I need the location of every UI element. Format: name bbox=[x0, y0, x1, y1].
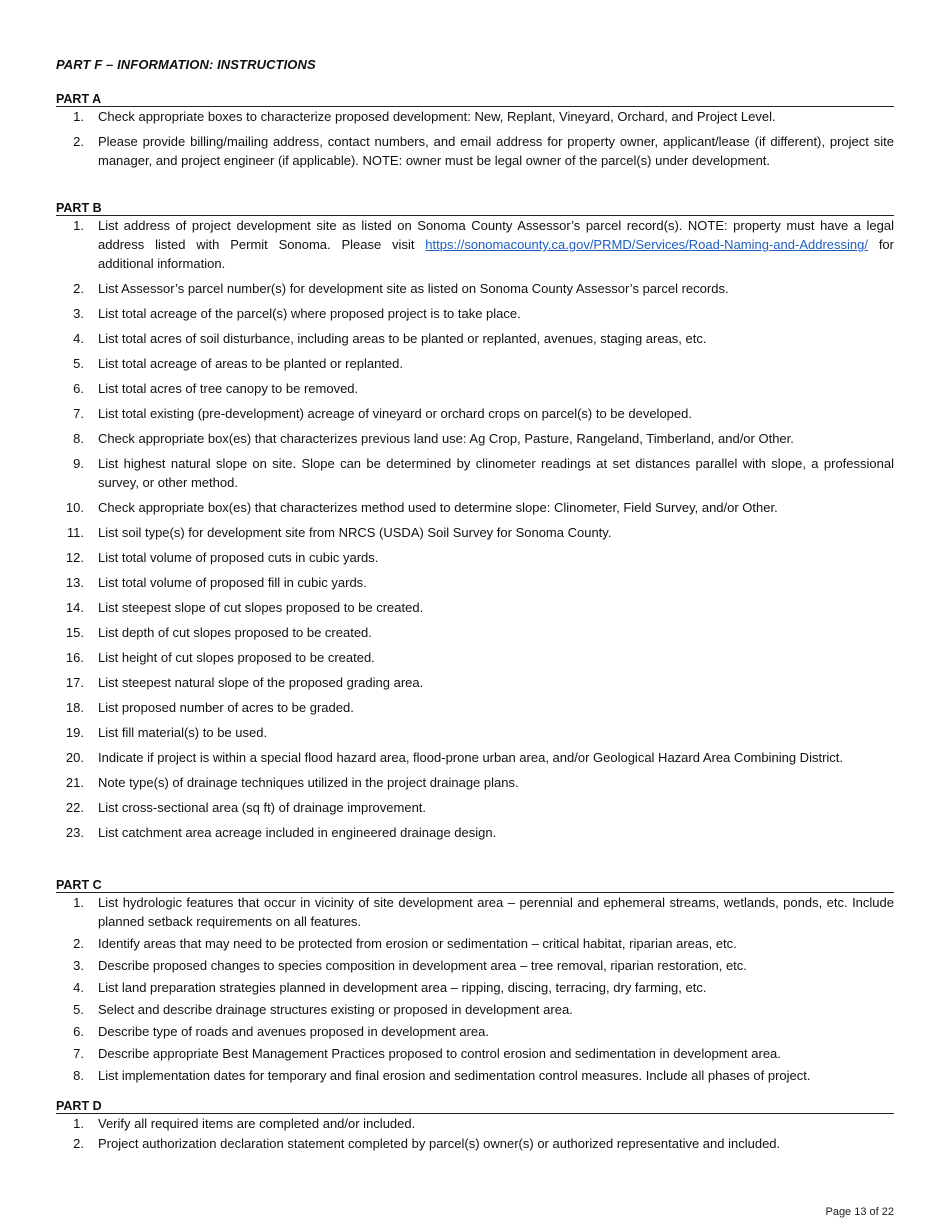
item-number: 8. bbox=[73, 431, 84, 446]
item-number: 2. bbox=[73, 281, 84, 296]
item-text: List soil type(s) for development site from NRCS (USDA) Soil Survey for Sonoma County. bbox=[98, 525, 612, 540]
item-number: 4. bbox=[73, 331, 84, 346]
item-text: List total acres of tree canopy to be removed. bbox=[98, 381, 359, 396]
item-text: Indicate if project is within a special flood hazard area, flood-prone urban area, and/or Geological Hazard Area Combining District. bbox=[98, 750, 844, 765]
item-number: 19. bbox=[65, 725, 84, 740]
list-item bbox=[56, 698, 894, 717]
list-item bbox=[56, 1044, 894, 1063]
list-item bbox=[56, 1114, 894, 1133]
part-c-section bbox=[56, 878, 894, 1085]
item-number: 5. bbox=[73, 1002, 84, 1017]
list-item bbox=[56, 1022, 894, 1041]
item-number: 16. bbox=[65, 650, 84, 665]
list-item bbox=[56, 1000, 894, 1019]
item-text: List total volume of proposed fill in cubic yards. bbox=[98, 575, 367, 590]
item-text: Check appropriate box(es) that characterizes previous land use: Ag Crop, Pasture, Rangeland, Timberland, and/or Other. bbox=[98, 431, 794, 446]
item-text: Verify all required items are completed and/or included. bbox=[98, 1116, 416, 1131]
item-text: List land preparation strategies planned in development area – ripping, discing, terracing, dry farming, etc. bbox=[98, 980, 707, 995]
item-number: 6. bbox=[73, 1024, 84, 1039]
item-text: List cross-sectional area (sq ft) of drainage improvement. bbox=[98, 800, 427, 815]
item-text: List steepest slope of cut slopes proposed to be created. bbox=[98, 600, 424, 615]
item-text: Select and describe drainage structures existing or proposed in development area. bbox=[98, 1002, 573, 1017]
list-item bbox=[56, 454, 894, 492]
item-text: Project authorization declaration statement completed by parcel(s) owner(s) or authorized representative and included. bbox=[98, 1136, 781, 1151]
item-number: 1. bbox=[73, 895, 84, 910]
item-text: Describe type of roads and avenues proposed in development area. bbox=[98, 1024, 489, 1039]
item-number: 10. bbox=[65, 500, 84, 515]
item-number: 1. bbox=[73, 1116, 84, 1131]
item-number: 1. bbox=[73, 218, 84, 233]
list-item bbox=[56, 498, 894, 517]
list-item bbox=[56, 1066, 894, 1085]
item-text: List total volume of proposed cuts in cubic yards. bbox=[98, 550, 379, 565]
list-item bbox=[56, 279, 894, 298]
item-text: List total existing (pre-development) acreage of vineyard or orchard crops on parcel(s) to be developed. bbox=[98, 406, 692, 421]
item-number: 2. bbox=[73, 134, 84, 149]
item-number: 3. bbox=[73, 306, 84, 321]
list-item bbox=[56, 956, 894, 975]
item-number: 7. bbox=[73, 406, 84, 421]
list-item bbox=[56, 132, 894, 170]
list-item bbox=[56, 379, 894, 398]
item-number: 7. bbox=[73, 1046, 84, 1061]
item-number: 23. bbox=[65, 825, 84, 840]
part-b-list bbox=[56, 216, 894, 842]
list-item bbox=[56, 978, 894, 997]
item-number: 3. bbox=[73, 958, 84, 973]
part-b-header: PART B bbox=[56, 201, 894, 216]
item-text: List total acreage of areas to be planted or replanted. bbox=[98, 356, 403, 371]
item-text: Note type(s) of drainage techniques utilized in the project drainage plans. bbox=[98, 775, 519, 790]
item-text: List Assessor’s parcel number(s) for development site as listed on Sonoma County Assessor’s parcel records. bbox=[98, 281, 729, 296]
list-item bbox=[56, 623, 894, 642]
item-number: 4. bbox=[73, 980, 84, 995]
item-number: 13. bbox=[65, 575, 84, 590]
item-text: Describe proposed changes to species composition in development area – tree removal, riparian restoration, etc. bbox=[98, 958, 747, 973]
item-text: List implementation dates for temporary and final erosion and sedimentation control measures. Include all phases of project. bbox=[98, 1068, 811, 1083]
list-item bbox=[56, 1134, 894, 1153]
page-number: Page 13 of 22 bbox=[825, 1206, 894, 1218]
list-item bbox=[56, 823, 894, 842]
item-text: List hydrologic features that occur in vicinity of site development area – perennial and ephemeral streams, wetlands, ponds, etc. Include planned setback requirements on all features. bbox=[98, 895, 894, 929]
item-number: 22. bbox=[65, 800, 84, 815]
list-item bbox=[56, 329, 894, 348]
part-a-header: PART A bbox=[56, 92, 894, 107]
item-text: List proposed number of acres to be graded. bbox=[98, 700, 354, 715]
part-d-list bbox=[56, 1114, 894, 1153]
item-number: 11. bbox=[66, 525, 84, 540]
part-c-list bbox=[56, 893, 894, 1085]
list-item bbox=[56, 573, 894, 592]
addressing-link[interactable]: https://sonomacounty.ca.gov/PRMD/Services/Road-Naming-and-Addressing/ bbox=[425, 237, 868, 252]
item-text: List highest natural slope on site. Slope can be determined by clinometer readings at set distances parallel with slope, a professional survey, or other method. bbox=[98, 456, 894, 490]
document-title: PART F – INFORMATION: INSTRUCTIONS bbox=[56, 57, 316, 72]
item-number: 21. bbox=[65, 775, 84, 790]
part-d-header: PART D bbox=[56, 1099, 894, 1114]
item-text: List total acreage of the parcel(s) where proposed project is to take place. bbox=[98, 306, 521, 321]
list-item bbox=[56, 216, 894, 273]
list-item bbox=[56, 598, 894, 617]
item-number: 20. bbox=[65, 750, 84, 765]
item-number: 5. bbox=[73, 356, 84, 371]
item-number: 6. bbox=[73, 381, 84, 396]
item-number: 2. bbox=[73, 1136, 84, 1151]
list-item bbox=[56, 673, 894, 692]
list-item bbox=[56, 648, 894, 667]
item-text: List catchment area acreage included in engineered drainage design. bbox=[98, 825, 497, 840]
list-item bbox=[56, 773, 894, 792]
item-text: Please provide billing/mailing address, contact numbers, and email address for property owner, applicant/lease (if different), project site manager, and project engineer (if applicable). NOTE: owner must be legal owner of the parcel(s) under development. bbox=[98, 134, 894, 168]
item-number: 12. bbox=[65, 550, 84, 565]
item-number: 8. bbox=[73, 1068, 84, 1083]
list-item bbox=[56, 934, 894, 953]
part-c-header: PART C bbox=[56, 878, 894, 893]
list-item bbox=[56, 354, 894, 373]
part-d-section bbox=[56, 1099, 894, 1153]
item-text: Check appropriate boxes to characterize proposed development: New, Replant, Vineyard, Orchard, and Project Level. bbox=[98, 109, 776, 124]
part-a-list bbox=[56, 107, 894, 170]
item-text: List fill material(s) to be used. bbox=[98, 725, 268, 740]
list-item bbox=[56, 748, 894, 767]
item-text: Describe appropriate Best Management Practices proposed to control erosion and sedimentation in development area. bbox=[98, 1046, 781, 1061]
item-text: List address of project development site as listed on Sonoma County Assessor’s parcel record(s). NOTE: property must have a legal address listed with Permit Sonoma. Please visit bbox=[98, 218, 894, 252]
item-number: 14. bbox=[65, 600, 84, 615]
list-item bbox=[56, 429, 894, 448]
item-text: Identify areas that may need to be protected from erosion or sedimentation – critical habitat, riparian areas, etc. bbox=[98, 936, 737, 951]
list-item bbox=[56, 548, 894, 567]
item-text-suffix: for additional information. bbox=[98, 237, 894, 271]
item-number: 15. bbox=[65, 625, 84, 640]
item-number: 18. bbox=[65, 700, 84, 715]
part-a-section bbox=[56, 92, 894, 170]
item-text: List steepest natural slope of the proposed grading area. bbox=[98, 675, 424, 690]
list-item bbox=[56, 893, 894, 931]
part-b-section bbox=[56, 201, 894, 842]
item-number: 1. bbox=[73, 109, 84, 124]
item-text: List total acres of soil disturbance, including areas to be planted or replanted, avenues, staging areas, etc. bbox=[98, 331, 707, 346]
list-item bbox=[56, 798, 894, 817]
item-number: 9. bbox=[73, 456, 84, 471]
item-text: List depth of cut slopes proposed to be created. bbox=[98, 625, 372, 640]
item-text: Check appropriate box(es) that characterizes method used to determine slope: Clinometer, Field Survey, and/or Other. bbox=[98, 500, 778, 515]
list-item bbox=[56, 107, 894, 126]
list-item bbox=[56, 523, 894, 542]
item-number: 17. bbox=[65, 675, 84, 690]
list-item bbox=[56, 723, 894, 742]
list-item bbox=[56, 304, 894, 323]
item-number: 2. bbox=[73, 936, 84, 951]
item-text: List height of cut slopes proposed to be created. bbox=[98, 650, 375, 665]
list-item bbox=[56, 404, 894, 423]
